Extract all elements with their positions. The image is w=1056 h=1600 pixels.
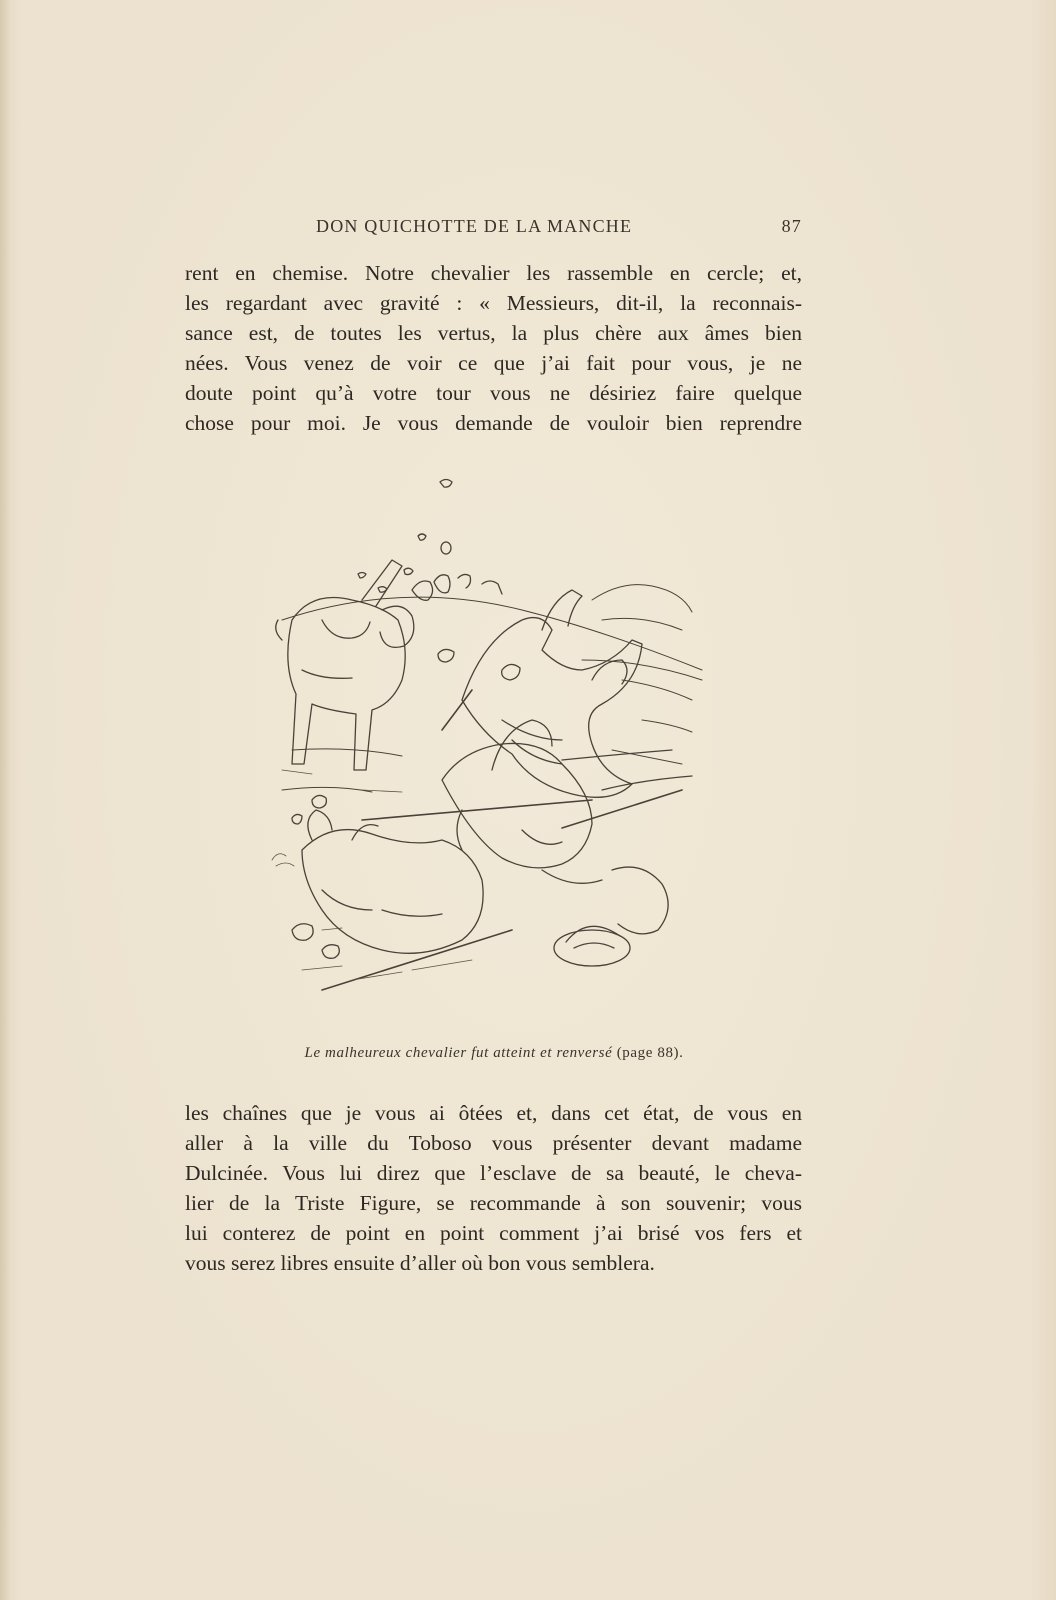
fallen-donkey [302,810,483,953]
distant-figures [412,574,502,600]
text-line: rent en chemise. Notre chevalier les rassemble en cercle; et, [185,261,802,285]
flying-stones [358,480,452,593]
text-line: Dulcinée. Vous lui direz que l’esclave de sa beauté, le cheva- [185,1161,802,1185]
paragraph-bottom [185,1098,802,1278]
ground-stones [292,649,520,958]
text-line: aller à la ville du Toboso vous présenter devant madame [185,1131,802,1155]
text-line: vous serez libres ensuite d’aller où bon vous semblera. [185,1251,655,1275]
figure-caption [186,1045,802,1062]
paragraph-top [185,258,802,438]
running-head [186,216,802,242]
text-line: chose pour moi. Je vous demande de vouloir bien reprendre [185,411,802,435]
text-line: les regardant avec gravité : « Messieurs, dit-il, la reconnais- [185,291,802,315]
caption-italic-text: Le malheureux chevalier fut atteint et renversé [304,1045,613,1061]
page-number: 87 [781,216,802,236]
caption-page-reference: (page 88). [612,1045,684,1061]
hillside [282,585,702,792]
running-head-title: DON QUICHOTTE DE LA MANCHE [316,216,633,236]
text-line: nées. Vous venez de voir ce que j’ai fait pour vous, je ne [185,351,802,375]
text-line: les chaînes que je vous ai ôtées et, dans cet état, de vous en [185,1101,802,1125]
lances [322,690,682,990]
left-donkey-and-rider [276,560,414,770]
rearing-horse [462,590,692,797]
binding-shadow [0,0,10,1600]
text-line: doute point qu’à votre tour vous ne désiriez faire quelque [185,381,802,405]
text-line: lui conterez de point en point comment j’ai brisé vos fers et [185,1221,802,1245]
engraving-illustration [262,470,722,1020]
text-line: lier de la Triste Figure, se recommande à son souvenir; vous [185,1191,802,1215]
text-line: sance est, de toutes les vertus, la plus chère aux âmes bien [185,321,802,345]
